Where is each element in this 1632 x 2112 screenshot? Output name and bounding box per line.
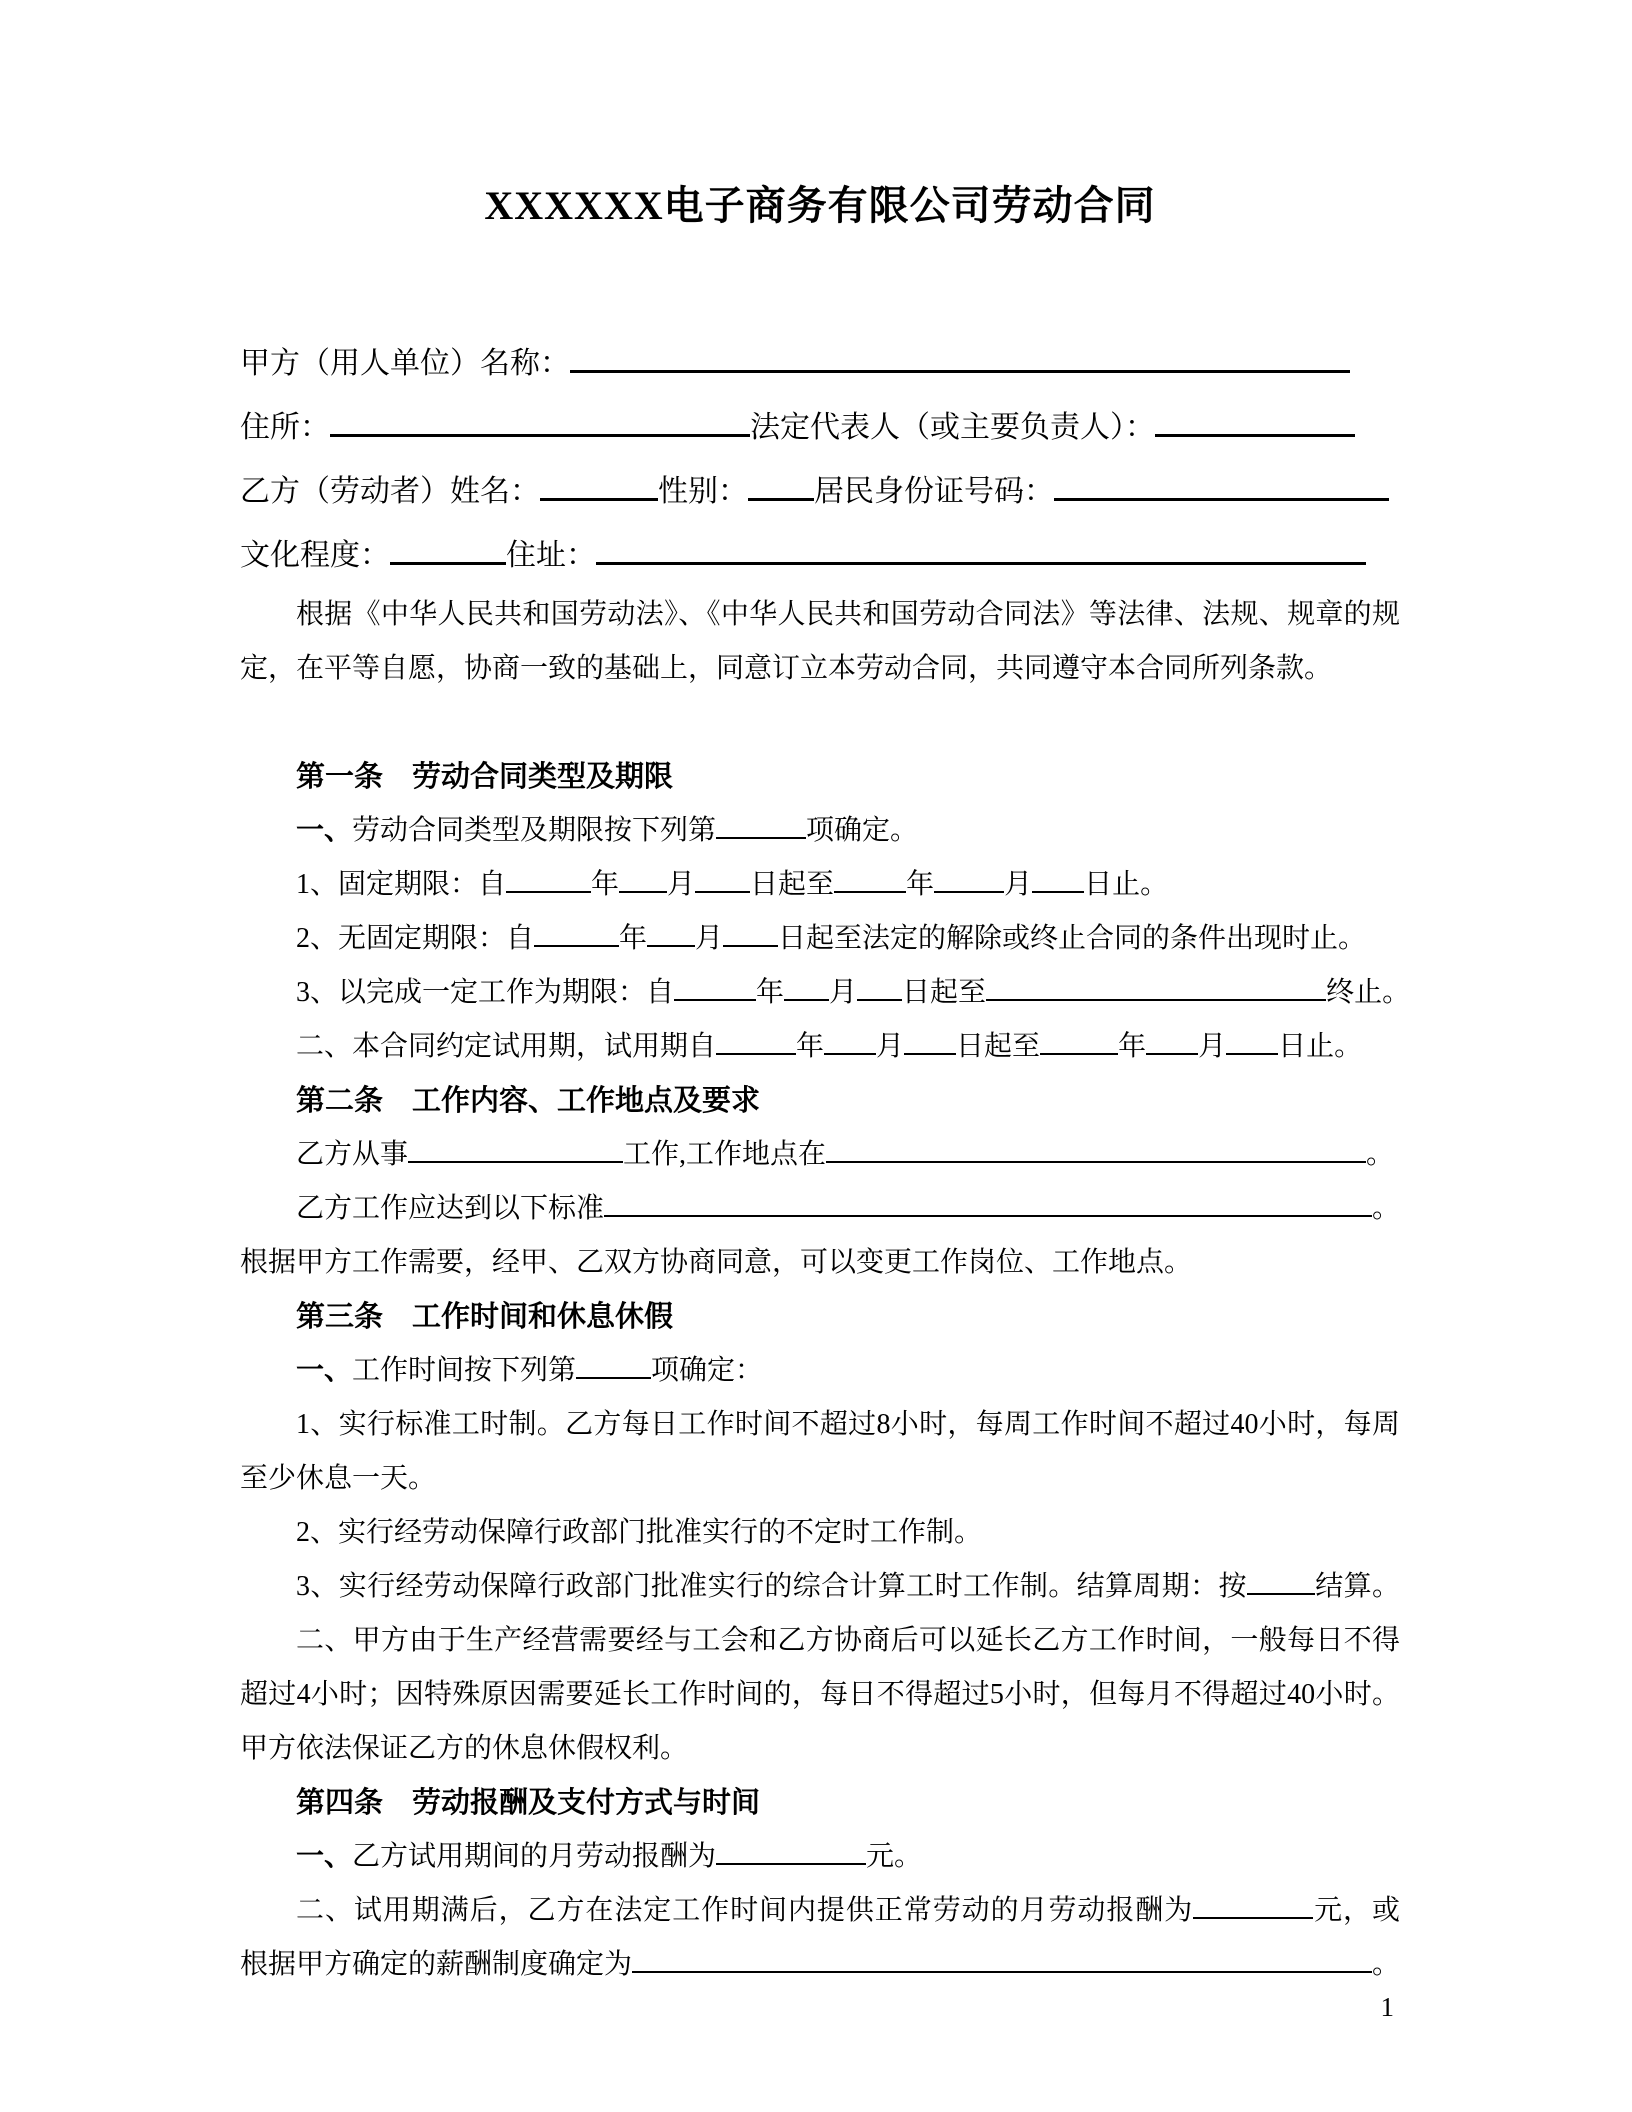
blank-field bbox=[647, 917, 695, 947]
text-segment: 第三条 工作时间和休息休假 bbox=[296, 1301, 674, 1333]
contract-line bbox=[240, 1182, 1400, 1236]
blank-field bbox=[674, 971, 756, 1001]
text-segment: 日止。 bbox=[1278, 1031, 1363, 1062]
contract-line bbox=[240, 1506, 1400, 1560]
page-number: 1 bbox=[1380, 1992, 1394, 2022]
text-segment: 年 bbox=[591, 869, 620, 900]
form-line bbox=[240, 460, 1400, 524]
blank-field bbox=[540, 468, 658, 501]
text-segment: 第二条 工作内容、工作地点及要求 bbox=[296, 1085, 761, 1117]
text-segment: 日起至 bbox=[902, 977, 987, 1008]
text-segment: 一、 bbox=[296, 1841, 353, 1872]
blank-field bbox=[408, 1133, 623, 1163]
contract-line bbox=[240, 1560, 1400, 1614]
contract-line bbox=[240, 966, 1411, 1020]
text-segment: 1、实行标准工时制。乙方每日工作时间不超过8小时，每周工作时间不超过40小时，每周 bbox=[296, 1409, 1400, 1440]
text-segment: 至少休息一天。 bbox=[240, 1463, 437, 1494]
blank-field bbox=[576, 1349, 651, 1379]
text-segment: 超过4小时；因特殊原因需要延长工作时间的，每日不得超过5小时，但每月不得超过40小时。 bbox=[240, 1679, 1400, 1710]
text-segment: 月 bbox=[876, 1031, 905, 1062]
text-segment: 性别： bbox=[658, 475, 748, 508]
contract-line bbox=[240, 1668, 1400, 1722]
text-segment: 日起至法定的解除或终止合同的条件出现时止。 bbox=[778, 923, 1367, 954]
blank-field bbox=[824, 1025, 876, 1055]
text-segment: 工作时间按下列第 bbox=[352, 1355, 577, 1386]
blank-spacer bbox=[240, 696, 1400, 750]
blank-field bbox=[1040, 1025, 1118, 1055]
text-segment: 月 bbox=[1198, 1031, 1227, 1062]
text-segment: 劳动合同类型及期限按下列第 bbox=[352, 815, 717, 846]
text-segment: 3、实行经劳动保障行政部门批准实行的综合计算工时工作制。结算周期：按 bbox=[296, 1571, 1247, 1602]
text-segment: 二、甲方由于生产经营需要经与工会和乙方协商后可以延长乙方工作时间，一般每日不得 bbox=[296, 1625, 1400, 1656]
text-segment: 乙方从事 bbox=[296, 1139, 409, 1170]
text-segment: 工作,工作地点在 bbox=[623, 1139, 827, 1170]
text-segment: 2、实行经劳动保障行政部门批准实行的不定时工作制。 bbox=[296, 1517, 983, 1548]
text-segment: 终止。 bbox=[1326, 977, 1411, 1008]
text-segment: 日止。 bbox=[1084, 869, 1169, 900]
text-segment: 法定代表人（或主要负责人）： bbox=[750, 411, 1155, 444]
blank-field bbox=[596, 532, 1366, 565]
blank-field bbox=[1054, 468, 1389, 501]
text-segment: 年 bbox=[906, 869, 935, 900]
contract-line bbox=[240, 1938, 1400, 1992]
blank-field bbox=[1032, 863, 1084, 893]
contract-line bbox=[240, 1830, 1400, 1884]
blank-field bbox=[826, 1133, 1366, 1163]
contract-line bbox=[240, 642, 1400, 696]
contract-line bbox=[240, 1452, 1400, 1506]
text-segment: 一、 bbox=[296, 815, 353, 846]
text-segment: 日起至 bbox=[750, 869, 835, 900]
text-segment: 二、本合同约定试用期，试用期自 bbox=[296, 1031, 717, 1062]
blank-field bbox=[1226, 1025, 1278, 1055]
contract-line bbox=[240, 1884, 1400, 1938]
blank-field bbox=[716, 1025, 796, 1055]
blank-field bbox=[904, 1025, 956, 1055]
text-segment: 2、无固定期限：自 bbox=[296, 923, 535, 954]
contract-line bbox=[240, 1128, 1400, 1182]
form-line bbox=[240, 332, 1400, 396]
text-segment: 1、固定期限：自 bbox=[296, 869, 507, 900]
text-segment: 第四条 劳动报酬及支付方式与时间 bbox=[296, 1787, 761, 1819]
blank-field bbox=[632, 1943, 1372, 1973]
text-segment: 乙方（劳动者）姓名： bbox=[240, 475, 540, 508]
blank-field bbox=[506, 863, 591, 893]
blank-field bbox=[986, 971, 1326, 1001]
text-segment: 甲方依法保证乙方的休息休假权利。 bbox=[240, 1733, 689, 1764]
text-segment: 。 bbox=[1366, 1139, 1395, 1170]
blank-field bbox=[604, 1187, 1372, 1217]
text-segment: 根据《中华人民共和国劳动法》、《中华人民共和国劳动合同法》等法律、法规、规章的规 bbox=[296, 599, 1400, 630]
section-heading bbox=[240, 1776, 1400, 1830]
contract-line bbox=[240, 1722, 1400, 1776]
text-segment: 年 bbox=[619, 923, 648, 954]
section-heading bbox=[240, 1290, 1400, 1344]
document-title: XXXXXX电子商务有限公司劳动合同 bbox=[484, 183, 1156, 228]
document-content bbox=[240, 178, 1411, 1992]
blank-field bbox=[748, 468, 814, 501]
contract-line bbox=[240, 858, 1400, 912]
text-segment: 项确定： bbox=[651, 1355, 764, 1386]
document-body bbox=[240, 332, 1411, 1992]
text-segment: 元，或 bbox=[1313, 1895, 1400, 1926]
text-segment: 年 bbox=[756, 977, 785, 1008]
blank-field bbox=[716, 809, 806, 839]
text-segment: 居民身份证号码： bbox=[814, 475, 1054, 508]
text-segment: 月 bbox=[829, 977, 858, 1008]
contract-line bbox=[240, 804, 1400, 858]
text-segment: 乙方试用期间的月劳动报酬为 bbox=[352, 1841, 717, 1872]
text-segment: 3、以完成一定工作为期限：自 bbox=[296, 977, 675, 1008]
text-segment: 月 bbox=[667, 869, 696, 900]
section-heading bbox=[240, 1074, 1400, 1128]
text-segment: 项确定。 bbox=[806, 815, 919, 846]
blank-field bbox=[570, 340, 1350, 373]
text-segment: 二、试用期满后，乙方在法定工作时间内提供正常劳动的月劳动报酬为 bbox=[296, 1895, 1194, 1926]
text-segment: 结算。 bbox=[1314, 1571, 1400, 1602]
contract-line bbox=[240, 1344, 1400, 1398]
text-segment: 月 bbox=[1004, 869, 1033, 900]
blank-field bbox=[934, 863, 1004, 893]
blank-field bbox=[330, 404, 750, 437]
blank-field bbox=[1193, 1889, 1313, 1919]
text-segment: 日起至 bbox=[956, 1031, 1041, 1062]
text-segment: 年 bbox=[1118, 1031, 1147, 1062]
contract-line bbox=[240, 1398, 1400, 1452]
blank-field bbox=[784, 971, 829, 1001]
blank-field bbox=[723, 917, 778, 947]
blank-field bbox=[1146, 1025, 1198, 1055]
text-segment: 。 bbox=[1372, 1193, 1401, 1224]
text-segment: 根据甲方确定的薪酬制度确定为 bbox=[240, 1949, 633, 1980]
text-segment: 甲方（用人单位）名称： bbox=[240, 347, 570, 380]
section-heading bbox=[240, 750, 1400, 804]
text-segment: 年 bbox=[796, 1031, 825, 1062]
blank-field bbox=[390, 532, 506, 565]
contract-line bbox=[240, 912, 1400, 966]
blank-field bbox=[695, 863, 750, 893]
text-segment: 住所： bbox=[240, 411, 330, 444]
form-line bbox=[240, 396, 1400, 460]
blank-field bbox=[716, 1835, 866, 1865]
text-segment: 乙方工作应达到以下标准 bbox=[296, 1193, 605, 1224]
contract-line bbox=[240, 1020, 1400, 1074]
blank-field bbox=[857, 971, 902, 1001]
text-segment: 定，在平等自愿，协商一致的基础上，同意订立本劳动合同，共同遵守本合同所列条款。 bbox=[240, 653, 1333, 684]
form-line bbox=[240, 524, 1400, 588]
text-segment: 。 bbox=[1372, 1949, 1401, 1980]
contract-line bbox=[240, 588, 1400, 642]
text-segment: 第一条 劳动合同类型及期限 bbox=[296, 761, 674, 793]
text-segment: 根据甲方工作需要，经甲、乙双方协商同意，可以变更工作岗位、工作地点。 bbox=[240, 1247, 1193, 1278]
blank-field bbox=[1155, 404, 1355, 437]
text-segment: 月 bbox=[695, 923, 724, 954]
blank-field bbox=[534, 917, 619, 947]
text-segment: 元。 bbox=[866, 1841, 923, 1872]
contract-line bbox=[240, 1614, 1400, 1668]
text-segment: 文化程度： bbox=[240, 539, 390, 572]
text-segment: 一、 bbox=[296, 1355, 353, 1386]
text-segment: 住址： bbox=[506, 539, 596, 572]
contract-line bbox=[240, 1236, 1400, 1290]
blank-field bbox=[834, 863, 906, 893]
blank-field bbox=[619, 863, 667, 893]
blank-field bbox=[1247, 1565, 1315, 1595]
